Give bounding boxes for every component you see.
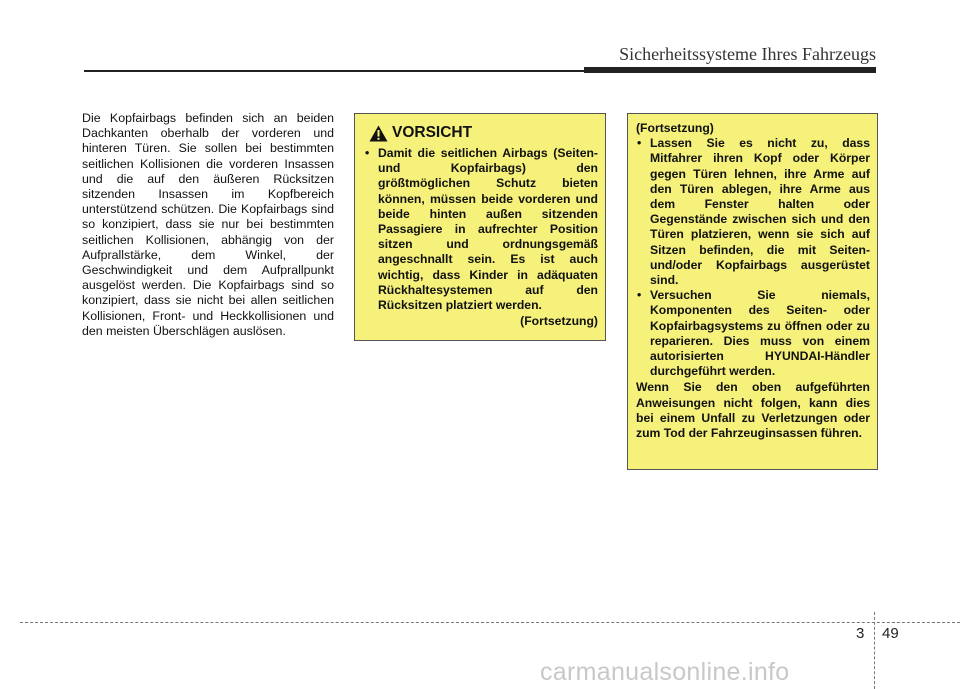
continued-label: (Fortsetzung) — [520, 314, 598, 329]
caution-list-item — [364, 146, 598, 313]
page-number: 49 — [882, 625, 899, 642]
list-item-text: Lassen Sie es nicht zu, dass Mitfahrer ihren Kopf oder Körper gegen Türen lehnen, ihre Arme auf den Türen ablegen, ihre Arme aus dem Fenster halten oder Gegenstände zwischen sich und den Türen platzieren, wenn sie sich auf Sitzen befinden, die mit Seiten- und/oder Kopfairbags ausgerüstet sind. — [650, 136, 870, 288]
warning-triangle-icon — [369, 125, 388, 142]
caution-title: VORSICHT — [392, 124, 473, 142]
page-header-title: Sicherheitssysteme Ihres Fahrzeugs — [619, 44, 876, 64]
header-rule-thin — [84, 70, 584, 72]
caution-item-text: Damit die seitlichen Airbags (Seiten- und Kopfairbags) den größtmöglichen Schutz bieten können, müssen beide vorderen und beide hinten außen sitzenden Passagiere in aufrechter Position sitzen und ordnungsgemäß angeschnallt sein. Es ist auch wichtig, dass Kinder in adäquaten Rückhaltesystemen auf den Rücksitzen platziert werden. — [378, 146, 598, 313]
bullet-marker: • — [637, 288, 642, 303]
bullet-marker: • — [365, 146, 370, 160]
bullet-marker: • — [637, 136, 642, 151]
continued-caution-box — [627, 113, 878, 470]
chapter-number: 3 — [856, 625, 865, 642]
footer-divider — [874, 612, 875, 689]
list-item-text: Versuchen Sie niemals, Komponenten des Seiten- oder Kopfairbagsystems zu öffnen oder zu reparieren. Dies muss von einem autorisierten HYUNDAI-Händler durchgeführt werden. — [650, 288, 870, 379]
caution-box — [354, 113, 606, 341]
head-airbag-paragraph: Die Kopfairbags befinden sich an beiden Dachkanten oberhalb der vorderen und hinteren Türen. Sie sollen bei bestimmten seitlichen Kollisionen die vorderen Insassen und die auf den äußeren Rücksitzen sitzenden Insassen im Kopfbereich unterstützend schützen. Die Kopfairbags sind so konzipiert, dass sie nur bei bestimmten seitlichen Kollisionen, abhängig von der Aufprallstärke, dem Winkel, der Geschwindigkeit und dem Aufprallpunkt ausgelöst werden. Die Kopfairbags sind so konzipiert, dass sie nicht bei allen seitlichen Kollisionen, Front- und Heckkollisionen und den meisten Überschlägen auslösen. — [82, 111, 334, 338]
continued-heading: (Fortsetzung) — [636, 121, 714, 135]
watermark-text: carmanualsonline.info — [540, 658, 790, 686]
list-item — [636, 136, 870, 288]
header-rule-thick — [584, 67, 876, 73]
left-column-text — [82, 111, 334, 339]
closing-warning-text: Wenn Sie den oben aufgeführten Anweisungen nicht folgen, kann dies bei einem Unfall zu Verletzungen oder zum Tod der Fahrzeuginsassen führen. — [636, 380, 870, 441]
list-item — [636, 288, 870, 379]
caution-header — [364, 122, 598, 144]
footer-rule — [20, 622, 960, 623]
